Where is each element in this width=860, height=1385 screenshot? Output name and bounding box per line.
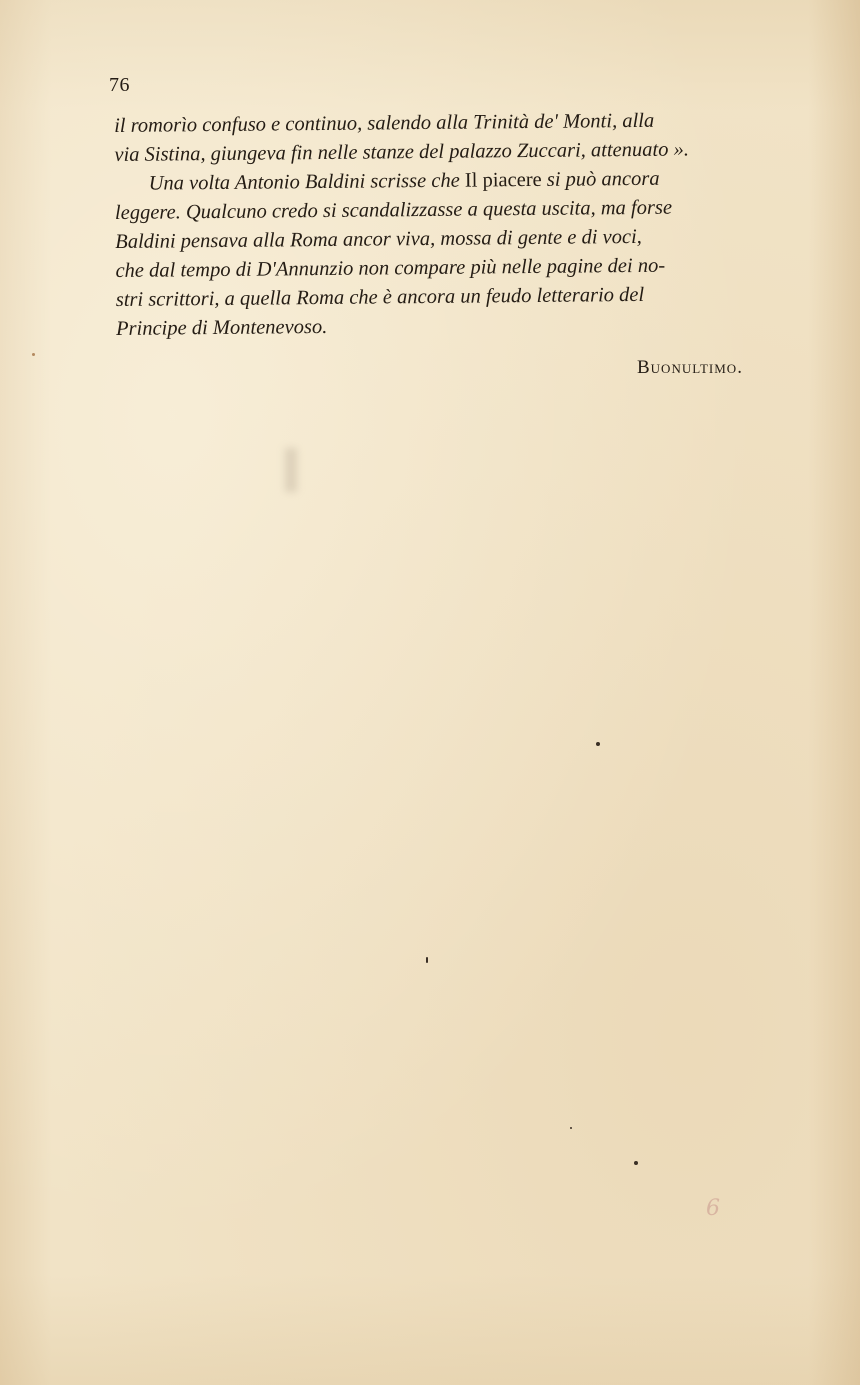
pencil-mark: 6 (706, 1196, 720, 1221)
text-line (116, 308, 812, 344)
text-line-content: che dal tempo di D'Annunzio non compare più nelle pagine dei no- (115, 254, 666, 282)
page-number: 76 (109, 74, 130, 96)
paper-smudge (285, 448, 297, 492)
text-line-content: via Sistina, giungeva fin nelle stanze del palazzo Zuccari, attenuato ». (114, 138, 690, 166)
text-line-content: stri scrittori, a quella Roma che è ancora un feudo letterario del (115, 283, 645, 311)
body-text (114, 105, 812, 344)
paper-speck (570, 1127, 572, 1129)
book-title: Il piacere (464, 168, 542, 192)
paper-speck (426, 957, 428, 963)
text-segment: si può ancora (541, 167, 660, 191)
paper-speck (32, 353, 35, 356)
text-line-content: Principe di Montenevoso. (115, 315, 328, 340)
paper-speck (596, 742, 600, 746)
author-signature: Buonultimo. (637, 357, 743, 378)
text-line-content: il romorìo confuso e continuo, salendo alla Trinità de' Monti, alla (114, 109, 655, 137)
paper-speck (634, 1161, 638, 1165)
text-line-content: leggere. Qualcuno credo si scandalizzasse a questa uscita, ma forse (114, 196, 673, 224)
text-line-content: Baldini pensava alla Roma ancor viva, mossa di gente e di voci, (115, 225, 642, 253)
text-segment: Una volta Antonio Baldini scrisse che (148, 169, 465, 195)
